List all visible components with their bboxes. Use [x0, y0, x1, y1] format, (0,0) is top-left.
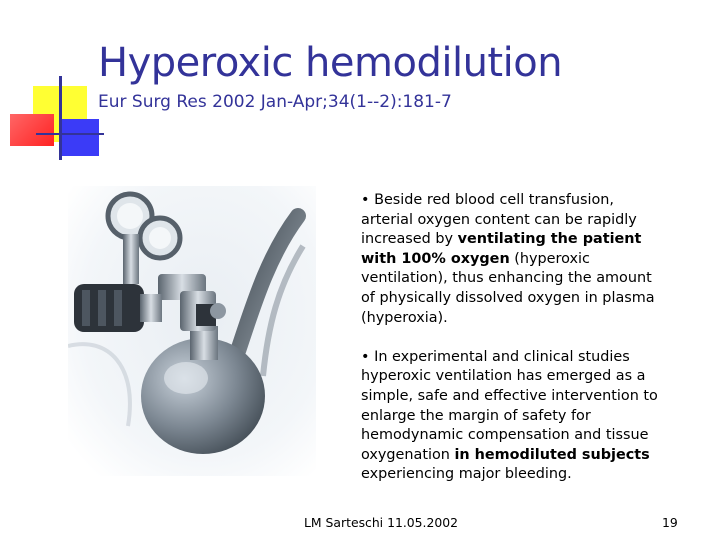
bullet-1-text-after: (hyperoxic ventilation), thus enhancing the amount of physically dissolved oxygen in plasma (hyperoxia). [361, 250, 655, 326]
slide-footer: LM Sarteschi 11.05.2002 [304, 515, 459, 530]
bullet-marker: • [361, 192, 370, 208]
bullet-1 [361, 191, 661, 328]
bullet-2-text-after: experiencing major bleeding. [361, 466, 572, 483]
bullet-2 [361, 348, 661, 485]
bullet-2-text-bold: in hemodiluted subjects [454, 446, 650, 463]
bullet-2-text-before: In experimental and clinical studies hyperoxic ventilation has emerged as a simple, safe and effective intervention to enlarge the margin of safety for hemodynamic compensation and tissue oxygenation [361, 348, 658, 463]
bullet-1-text-before: Beside red blood cell transfusion, arterial oxygen content can be rapidly increased by [361, 192, 637, 248]
page-number: 19 [662, 515, 678, 530]
bullet-1-text-bold: ventilating the patient with 100% oxygen [361, 231, 642, 267]
slide-subtitle: Eur Surg Res 2002 Jan-Apr;34(1--2):181-7 [98, 92, 452, 112]
deco-red-square [10, 114, 54, 146]
deco-vertical-line [59, 76, 62, 160]
bullet-marker: • [361, 348, 370, 365]
deco-blue-square [62, 119, 99, 156]
oxygen-cylinder-regulator-photo [68, 186, 316, 476]
body-text [361, 191, 661, 505]
slide-title: Hyperoxic hemodilution [98, 40, 563, 86]
deco-horizontal-line [36, 133, 104, 135]
